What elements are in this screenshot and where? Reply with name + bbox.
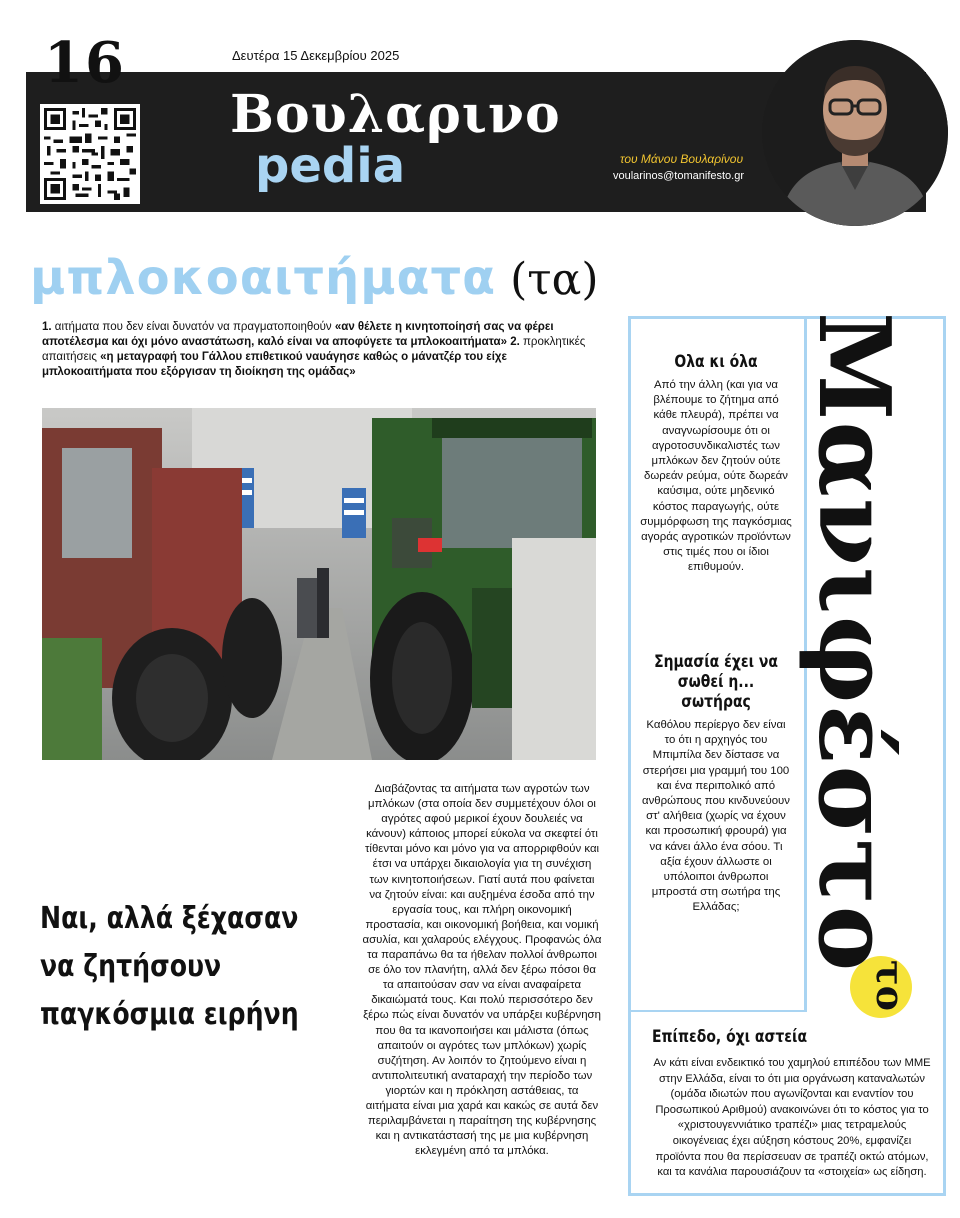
sidebar-item-text: Από την άλλη (και για να βλέπουμε το ζήτημα από κάθε πλευρά), πρέπει να αναγνωρίσουμε ότι οι αγροτοσυνδικαλιστές των μπλόκων δεν ζητούν ούτε δωρεάν ρεύμα, ούτε δωρεάν καύσιμα, ούτε μηδενικό κόστος παραγωγής, ούτε συμμόρφωση της παγκόσμιας αγοράς αγροτικών προϊόντων στις τιμές που οι ίδιοι επιθυμούν. xyxy=(640,379,792,574)
sidebar-item xyxy=(640,352,792,576)
sidebar-item-heading: Ολα κι όλα xyxy=(674,352,758,372)
entry-title xyxy=(30,250,599,306)
column-brand-title: Βουλαρινο xyxy=(230,84,561,145)
sidebar-item-text: Καθόλου περίεργο δεν είναι το ότι η αρχηγός του Μπιμπίλα δεν δίστασε να στερήσει μια γραμμή του 100 και ένα περιπολικό από ανθρώπους που κινδυνεύουν στ' αλήθεια (χωρίς να έχουν και προσωπική φρουρά) για να κάνει άλλο ένα σόου. Τι αξία έχουν άλλωστε οι υπόλοιποι άνθρωποι μπροστά στη σωτήρα της Ελλάδας; xyxy=(642,719,790,914)
sidebar-title-article: το xyxy=(868,960,913,1011)
tractors-photo xyxy=(42,408,596,760)
qr-code[interactable] xyxy=(40,104,140,204)
issue-date: Δευτέρα 15 Δεκεμβρίου 2025 xyxy=(232,48,400,63)
definition-1-example: «αν θέλετε η κινητοποίησή σας να φέρει αποτέλεσμα και όχι μόνο αναστάτωση, καλό είναι να αποφύγετε τα μπλοκοαιτήματα» xyxy=(42,321,554,348)
qr-code-icon xyxy=(44,108,136,200)
sidebar-row-divider xyxy=(628,1010,806,1012)
definition-2-example: «η μεταγραφή του Γάλλου επιθετικού ναυάγησε καθώς ο μάνατζέρ του είχε μπλοκοαιτήματα που εξόργισαν τη διοίκηση της ομάδας» xyxy=(42,351,508,378)
author-email[interactable]: voularinos@tomanifesto.gr xyxy=(613,170,745,182)
sidebar-item-heading: Σημασία έχει να σωθεί η... σωτήρας xyxy=(654,652,778,712)
tractor-blockade-photo-icon xyxy=(42,408,596,760)
author-photo-icon xyxy=(762,40,948,226)
author-byline: του Μάνου Βουλαρίνου xyxy=(620,152,744,166)
sidebar-item-heading: Επίπεδο, όχι αστεία xyxy=(652,1027,808,1047)
column-brand-subtitle: pedia xyxy=(255,138,406,194)
entry-definition xyxy=(42,320,598,380)
definition-2-number: 2. xyxy=(510,336,520,348)
sidebar-item-text: Αν κάτι είναι ενδεικτικό του χαμηλού επιπέδου των ΜΜΕ στην Ελλάδα, είναι το ότι μια οργάνωση καταναλωτών (ομάδα ιδιωτών που αγωνίζονται και εναντίον του Προσωπικού Αριθμού) ανακοινώνει ότι το κόστος για το «χριστουγεννιάτικο τραπέζι» μιας τετραμελούς οικογένειας έχει αύξηση κόστους 20%, εμφανίζει προϊόντα που θα περίσσευαν σε τραπέζι οκτώ ατόμων, και τα κανάλια παρουσιάζουν τα «στοιχεία» ως είδηση. xyxy=(653,1057,931,1179)
definition-1-number: 1. xyxy=(42,321,52,333)
definition-1-text: αιτήματα που δεν είναι δυνατόν να πραγματοποιηθούν xyxy=(54,321,332,333)
sidebar-title: Μανιφέστο xyxy=(796,312,911,973)
page-number: 16 xyxy=(44,30,126,96)
definition-2-text: προκλητικές απαιτήσεις xyxy=(42,336,586,363)
sidebar-item xyxy=(640,652,792,916)
entry-article: (τα) xyxy=(510,254,599,305)
author-portrait xyxy=(762,40,948,226)
article-body: Διαβάζοντας τα αιτήματα των αγροτών των μπλόκων (στα οποία δεν συμμετέχουν όλοι οι αγρότες αφού μερικοί έχουν δουλειές να κάνουν) κάποιος μπορεί εύκολα να σκεφτεί ότι τίθενται μόνο και μόνο για να απορριφθούν και έτσι να υπάρχει δικαιολογία για τη συνέχιση των κινητοποιήσεων. Γιατί αυτά που φαίνεται να ζητούν είναι: και αυξημένα έσοδα από την εργασία τους, και πλήρη οικονομική προστασία, και οικονομική βοήθεια, και νομική ασυλία, και χαλαρούς ελέγχους. Προφανώς όλα τα παραπάνω θα τα ήθελαν πολλοί άνθρωποι σε όλο τον πλανήτη, αλλά δεν ξέρω πόσοι θα τα απαιτούσαν σαν να είναι αναφαίρετα δικαιώματά τους. Και πολύ περισσότερο δεν ξέρω πώς είναι δυνατόν να υπάρξει κυβέρνηση που θα τα ικανοποιήσει και μάλιστα (όπως απαιτούν οι αγρότες των μπλόκων) χωρίς συζήτηση. Αν λοιπόν το ζητούμενο είναι η αντιπολιτευτική αναταραχή την περίοδο των γιορτών και η πρόκληση αστάθειας, τα αιτήματα είναι μια χαρά και κακώς σε αυτά δεν περιλαμβάνεται η παραίτηση της κυβέρνησης και η αντικατάστασή της με μια κυβέρνηση εκλεγμένη από τα μπλόκα. xyxy=(362,783,602,1158)
entry-term: μπλοκοαιτήματα xyxy=(30,250,497,306)
article-headline: Ναι, αλλά ξέχασαν να ζητήσουν παγκόσμια ειρήνη xyxy=(40,901,299,1032)
sidebar-item xyxy=(652,1026,932,1181)
